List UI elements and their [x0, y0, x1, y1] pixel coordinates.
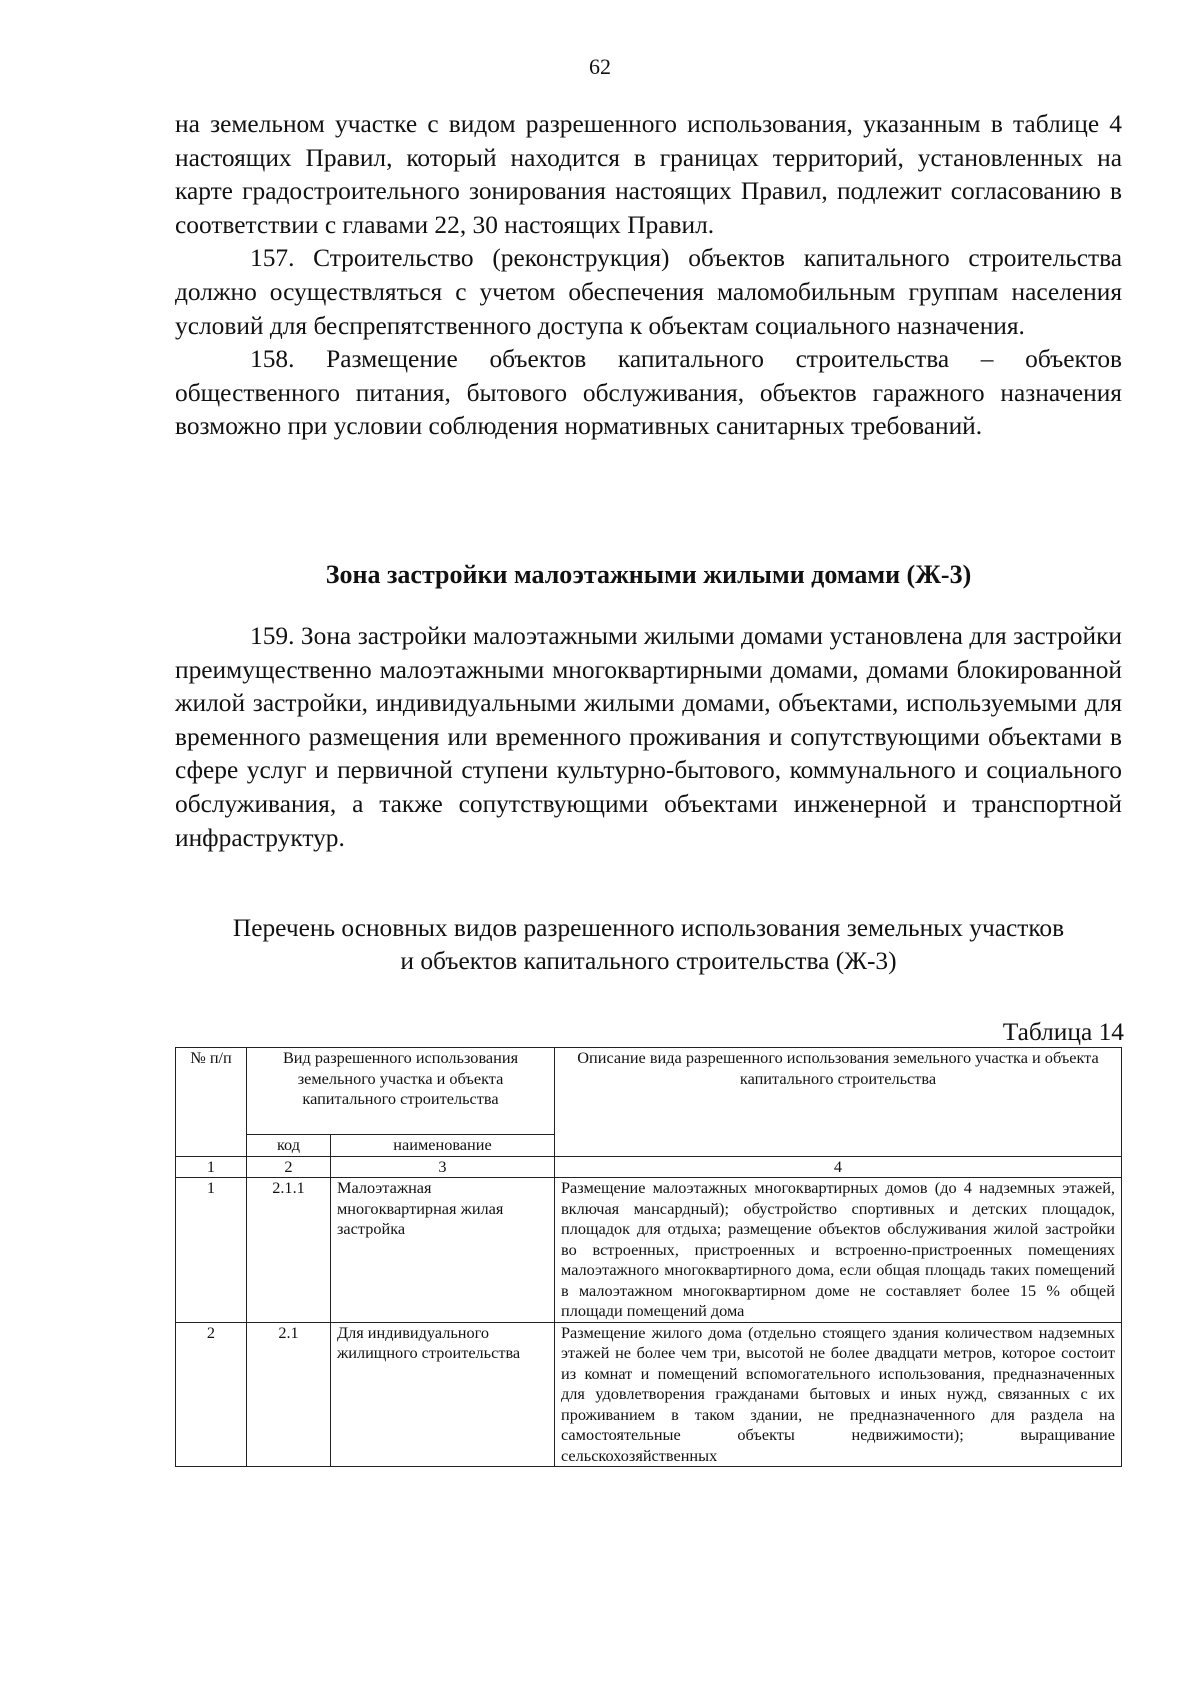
column-number: 2: [247, 1156, 331, 1178]
row-description: Размещение малоэтажных многоквартирных домов (до 4 надземных этажей, включая мансардный); обустройство спортивных и детских площадок, площадок для отдыха; размещение объектов обслуживания жилой застройки во встроенных, пристроенных и встроенно-пристроенных помещениях малоэтажного многоквартирного дома, если общая площадь таких помещений в малоэтажном многоквартирном доме не составляет более 15 % общей площади помещений дома: [555, 1178, 1122, 1323]
table-row: [176, 1322, 1122, 1467]
table-label: Таблица 14: [1002, 1018, 1124, 1046]
table-header-row: [176, 1048, 1122, 1135]
zone-description: [175, 620, 1122, 855]
intro-text: [175, 108, 1122, 444]
column-number: 3: [331, 1156, 555, 1178]
paragraph-157: 157. Строительство (реконструкция) объектов капитального строительства должно осуществляться с учетом обеспечения маломобильным группам населения условий для беспрепятственного доступа к объектам социального назначения.: [175, 244, 1122, 340]
column-number-row: [176, 1156, 1122, 1178]
row-number: 2: [176, 1322, 247, 1467]
paragraph-continuation: на земельном участке с видом разрешенного использования, указанным в таблице 4 настоящих Правил, который находится в границах территорий, установленных на карте градостроительного зонирования настоящих Правил, подлежит согласованию в соответствии с главами 22, 30 настоящих Правил.: [175, 110, 1122, 239]
row-name: Для индивидуального жилищного строительства: [331, 1322, 555, 1467]
permitted-use-table: [175, 1047, 1122, 1467]
page-number: 62: [589, 54, 611, 79]
list-title-line2: и объектов капитального строительства (Ж-3): [400, 947, 897, 975]
table-row: [176, 1178, 1122, 1323]
header-description: Описание вида разрешенного использования земельного участка и объекта капитального строительства: [555, 1048, 1122, 1157]
row-name: Малоэтажная многоквартирная жилая застройка: [331, 1178, 555, 1323]
header-name: наименование: [331, 1135, 555, 1157]
row-code: 2.1.1: [247, 1178, 331, 1323]
row-code: 2.1: [247, 1322, 331, 1467]
header-number: № п/п: [176, 1048, 247, 1157]
section-heading: Зона застройки малоэтажными жилыми домами (Ж-3): [325, 560, 972, 589]
row-description: Размещение жилого дома (отдельно стоящего здания количеством надземных этажей не более чем три, высотой не более двадцати метров, которое состоит из комнат и помещений вспомогательного использования, предназначенных для удовлетворения гражданами бытовых и иных нужд, связанных с их проживанием в таком здании, не предназначенного для раздела на самостоятельные объекты недвижимости); выращивание сельскохозяйственных: [555, 1322, 1122, 1467]
row-number: 1: [176, 1178, 247, 1323]
column-number: 1: [176, 1156, 247, 1178]
header-kind: Вид разрешенного использования земельного участка и объекта капитального строительства: [247, 1048, 555, 1135]
list-title-line1: Перечень основных видов разрешенного использования земельных участков: [232, 914, 1065, 942]
list-title: [175, 912, 1122, 978]
header-code: код: [247, 1135, 331, 1157]
column-number: 4: [555, 1156, 1122, 1178]
paragraph-159: 159. Зона застройки малоэтажными жилыми домами установлена для застройки преимущественно малоэтажными многоквартирными домами, домами блокированной жилой застройки, индивидуальными жилыми домами, объектами, используемыми для временного размещения или временного проживания и сопутствующими объектами в сфере услуг и первичной ступени культурно-бытового, коммунального и социального обслуживания, а также сопутствующими объектами инженерной и транспортной инфраструктур.: [175, 622, 1122, 852]
paragraph-158: 158. Размещение объектов капитального строительства – объектов общественного питания, бытового обслуживания, объектов гаражного назначения возможно при условии соблюдения нормативных санитарных требований.: [175, 345, 1122, 441]
